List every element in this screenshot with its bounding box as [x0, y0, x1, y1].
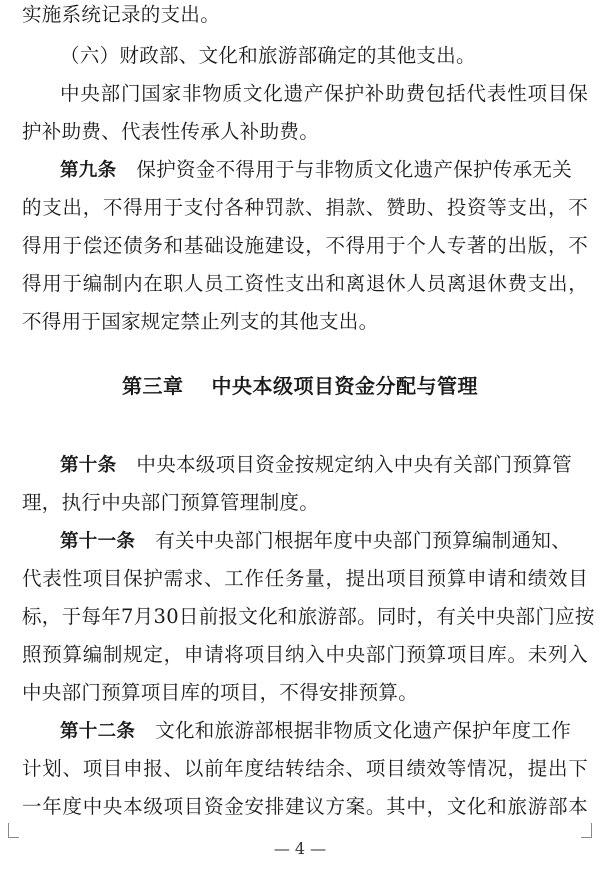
article-text: 中央本级项目资金按规定纳入中央有关部门预算管 [136, 453, 573, 476]
article-12-line [60, 719, 588, 744]
text-line: 一年度中央本级项目资金安排建议方案。其中，文化和旅游部本 [22, 795, 588, 818]
text-line: 中央部门预算项目库的项目，不得安排预算。 [22, 681, 419, 704]
text-line: 计划、项目申报、以前年度结转结余、项目绩效等情况，提出下 [22, 757, 588, 780]
article-10-line [60, 453, 588, 478]
text-line: （六）财政部、文化和旅游部确定的其他支出。 [60, 44, 476, 67]
article-heading: 第十条 [60, 455, 117, 476]
page-number: — 4 — [273, 839, 327, 858]
text-line: 代表性项目保护需求、工作任务量，提出项目预算申请和绩效目 [22, 567, 588, 590]
text-line: 理，执行中央部门预算管理制度。 [22, 491, 320, 514]
text-line: 中央部门国家非物质文化遗产保护补助费包括代表性项目保 [60, 82, 588, 105]
chapter-number: 第三章 [122, 374, 184, 398]
text-line: 得用于编制内在职人员工资性支出和离退休人员离退休费支出， [22, 272, 588, 295]
chapter-title: 中央本级项目资金分配与管理 [211, 374, 478, 398]
article-heading: 第十二条 [60, 721, 136, 742]
article-heading: 第九条 [60, 160, 117, 181]
text-line: 的支出，不得用于支付各种罚款、捐款、赞助、投资等支出，不 [22, 196, 588, 219]
chapter-heading [0, 373, 600, 399]
article-text: 有关中央部门根据年度中央部门预算编制通知、 [155, 529, 572, 552]
article-text: 保护资金不得用于与非物质文化遗产保护传承无关 [136, 158, 573, 181]
crop-mark-left [8, 823, 19, 838]
text-line: 不得用于国家规定禁止列支的其他支出。 [22, 310, 379, 333]
text-line: 标，于每年7月30日前报文化和旅游部。同时，有关中央部门应按 [22, 605, 595, 628]
crop-mark-right [581, 823, 592, 838]
text-line: 得用于偿还债务和基础设施建设，不得用于个人专著的出版，不 [22, 234, 588, 257]
text-line: 实施系统记录的支出。 [22, 3, 221, 26]
text-line: 照预算编制规定，申请将项目纳入中央部门预算项目库。未列入 [22, 643, 588, 666]
article-9-line [60, 158, 588, 183]
article-heading: 第十一条 [60, 531, 136, 552]
article-11-line [60, 529, 588, 554]
article-text: 文化和旅游部根据非物质文化遗产保护年度工作 [155, 719, 572, 742]
text-line: 护补助费、代表性传承人补助费。 [22, 120, 320, 143]
